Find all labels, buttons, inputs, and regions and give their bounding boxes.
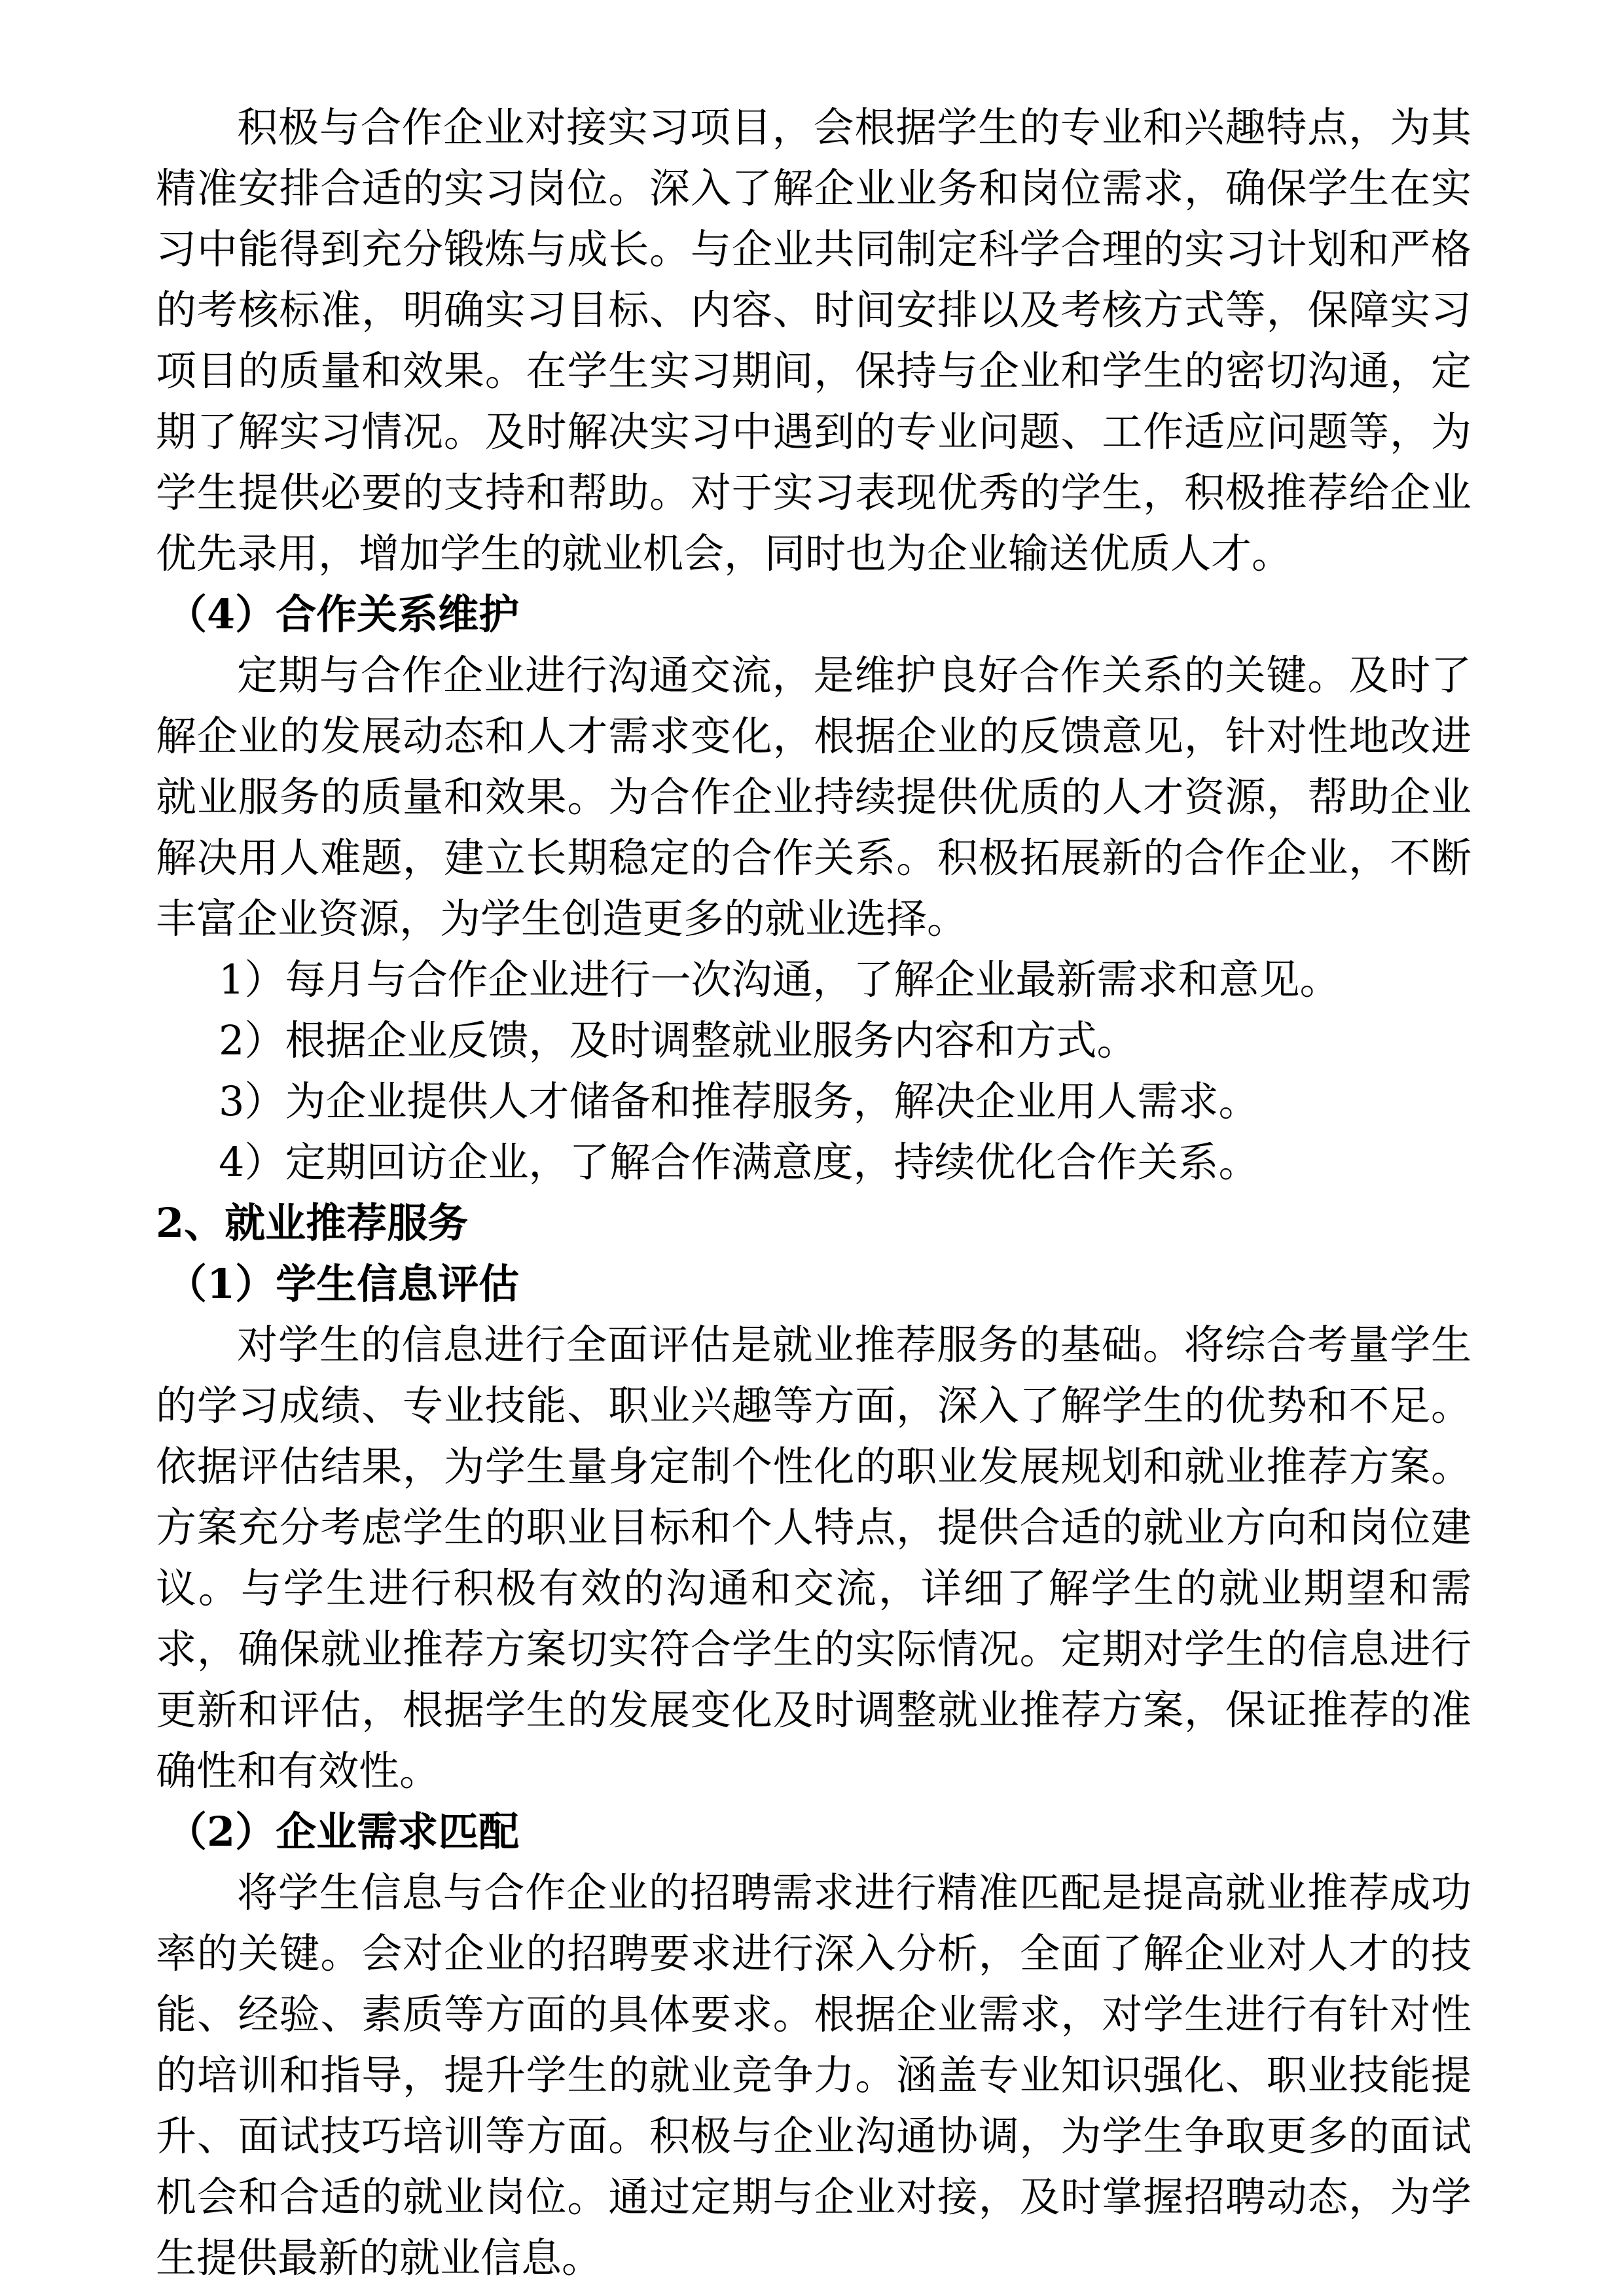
document-body [156, 97, 1471, 2288]
paragraph-enterprise-demand-matching: 将学生信息与合作企业的招聘需求进行精准匹配是提高就业推荐成功率的关键。会对企业的招聘要求进行深入分析，全面了解企业对人才的技能、经验、素质等方面的具体要求。根据企业需求，对学生进行有针对性的培训和指导，提升学生的就业竞争力。涵盖专业知识强化、职业技能提升、面试技巧培训等方面。积极与企业沟通协调，为学生争取更多的面试机会和合适的就业岗位。通过定期与企业对接，及时掌握招聘动态，为学生提供最新的就业信息。 [156, 1869, 1471, 2282]
heading-enterprise-demand-matching: （2）企业需求匹配 [166, 1808, 520, 1856]
paragraph-student-info-assessment: 对学生的信息进行全面评估是就业推荐服务的基础。将综合考量学生的学习成绩、专业技能、职业兴趣等方面，深入了解学生的优势和不足。依据评估结果，为学生量身定制个性化的职业发展规划和就业推荐方案。方案充分考虑学生的职业目标和个人特点，提供合适的就业方向和岗位建议。与学生进行积极有效的沟通和交流，详细了解学生的就业期望和需求，确保就业推荐方案切实符合学生的实际情况。定期对学生的信息进行更新和评估，根据学生的发展变化及时调整就业推荐方案，保证推荐的准确性和有效性。 [156, 1321, 1471, 1795]
paragraph-internship-projects: 积极与合作企业对接实习项目，会根据学生的专业和兴趣特点，为其精准安排合适的实习岗位。深入了解企业业务和岗位需求，确保学生在实习中能得到充分锻炼与成长。与企业共同制定科学合理的实习计划和严格的考核标准，明确实习目标、内容、时间安排以及考核方式等，保障实习项目的质量和效果。在学生实习期间，保持与企业和学生的密切沟通，定期了解实习情况。及时解决实习中遇到的专业问题、工作适应问题等，为学生提供必要的支持和帮助。对于实习表现优秀的学生，积极推荐给企业优先录用，增加学生的就业机会，同时也为企业输送优质人才。 [156, 103, 1471, 577]
heading-employment-recommendation: 2、就业推荐服务 [156, 1199, 469, 1247]
list-item: 1）每月与合作企业进行一次沟通，了解企业最新需求和意见。 [219, 956, 1341, 1003]
list-item: 3）为企业提供人才储备和推荐服务，解决企业用人需求。 [219, 1077, 1259, 1125]
list-item: 4）定期回访企业，了解合作满意度，持续优化合作关系。 [219, 1138, 1259, 1186]
list-item: 2）根据企业反馈，及时调整就业服务内容和方式。 [219, 1016, 1138, 1064]
heading-student-info-assessment: （1）学生信息评估 [166, 1260, 520, 1308]
heading-cooperation-maintenance: （4）合作关系维护 [166, 590, 520, 638]
paragraph-cooperation-maintenance: 定期与合作企业进行沟通交流，是维护良好合作关系的关键。及时了解企业的发展动态和人才需求变化，根据企业的反馈意见，针对性地改进就业服务的质量和效果。为合作企业持续提供优质的人才资源，帮助企业解决用人难题，建立长期稳定的合作关系。积极拓展新的合作企业，不断丰富企业资源，为学生创造更多的就业选择。 [156, 651, 1471, 942]
